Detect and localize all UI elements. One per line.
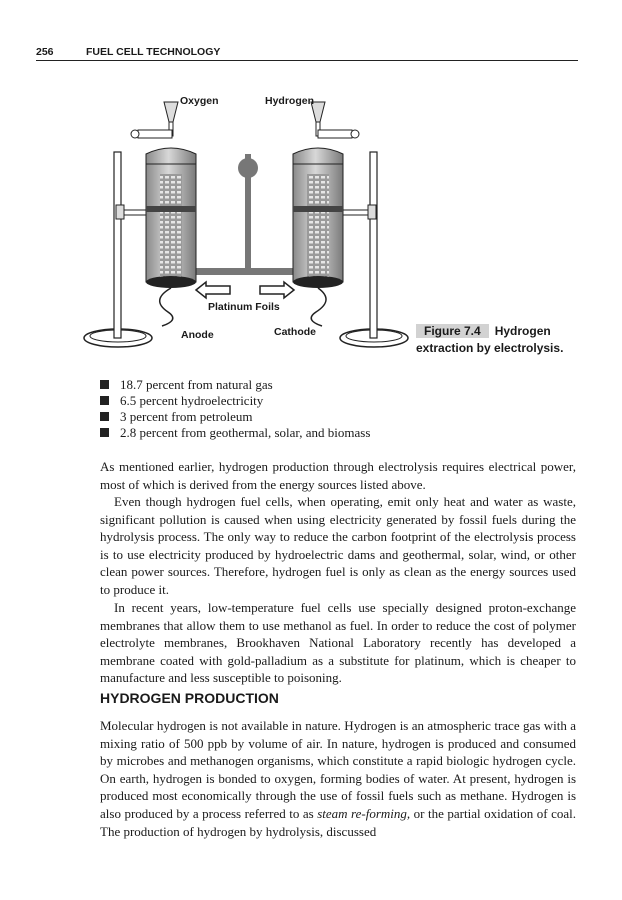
energy-source-list (100, 377, 370, 441)
electrolysis-apparatus-illustration (80, 90, 420, 360)
bullet-square-icon (100, 412, 109, 421)
running-title: FUEL CELL TECHNOLOGY (86, 46, 221, 58)
paragraph-electrolysis-power: As mentioned earlier, hydrogen production through electrolysis requires electrical power, most of which is derived from the energy sources listed above. (100, 459, 576, 492)
list-item: 18.7 percent from natural gas (100, 377, 370, 393)
list-item: 2.8 percent from geothermal, solar, and biomass (100, 425, 370, 441)
platinum-foil-arrows (196, 282, 294, 298)
hydrogen-label: Hydrogen (265, 95, 315, 107)
running-header (36, 44, 578, 61)
oxygen-label: Oxygen (180, 95, 219, 107)
bullet-square-icon (100, 428, 109, 437)
reservoir-tube (192, 154, 304, 275)
figure-caption-text: Hydrogen extraction by electrolysis. (416, 324, 564, 355)
page-number: 256 (36, 46, 54, 58)
right-stand (336, 152, 408, 347)
figure-caption (416, 323, 586, 357)
paragraph-membranes: In recent years, low-temperature fuel cells use specially designed proton-exchange membranes that allow them to use methanol as fuel. In order to reduce the cost of polymer electrolyte membranes, Brookhaven National Laboratory recently has developed a membrane coated with gold-palladium as a substitute for platinum, which is cheaper to manufacture and less susceptible to poisoning. (100, 600, 576, 686)
paragraph-pollution: Even though hydrogen fuel cells, when operating, emit only heat and water as waste, significant pollution is caused when using electricity generated by fossil fuels during the hydrolysis process. The only way to reduce the carbon footprint of the electrolysis process is to use electricity produced by hydroelectric dams and geothermal, solar, wind, or other clean power sources. Therefore, hydrogen fuel is only as clean as the energy sources used to produce it. (100, 494, 576, 597)
section-heading: HYDROGEN PRODUCTION (100, 690, 279, 706)
paragraph-hydrogen-production: Molecular hydrogen is not available in nature. Hydrogen is an atmospheric trace gas with a mixing ratio of 500 ppb by volume of air. In nature, hydrogen is produced and consumed by microbes and methanogen organisms, which constitute a rapid biologic hydrogen cycle. On earth, hydrogen is bonded to oxygen, forming bodies of water. At present, hydrogen is produced most economically through the use of fossil fuels such as methane. Hydrogen is also produced by a process referred to as steam re-forming, or the partial oxidation of coal. The production of hydrogen by hydrolysis, discussed (100, 718, 576, 839)
cathode-label: Cathode (274, 326, 316, 338)
list-item: 6.5 percent hydroelectricity (100, 393, 370, 409)
electrolysis-figure (80, 90, 420, 360)
platinum-foils-label: Platinum Foils (208, 301, 280, 313)
bullet-square-icon (100, 396, 109, 405)
figure-number: Figure 7.4 (416, 324, 489, 338)
bullet-square-icon (100, 380, 109, 389)
left-stand (84, 152, 156, 347)
anode-label: Anode (181, 329, 214, 341)
list-item: 3 percent from petroleum (100, 409, 370, 425)
